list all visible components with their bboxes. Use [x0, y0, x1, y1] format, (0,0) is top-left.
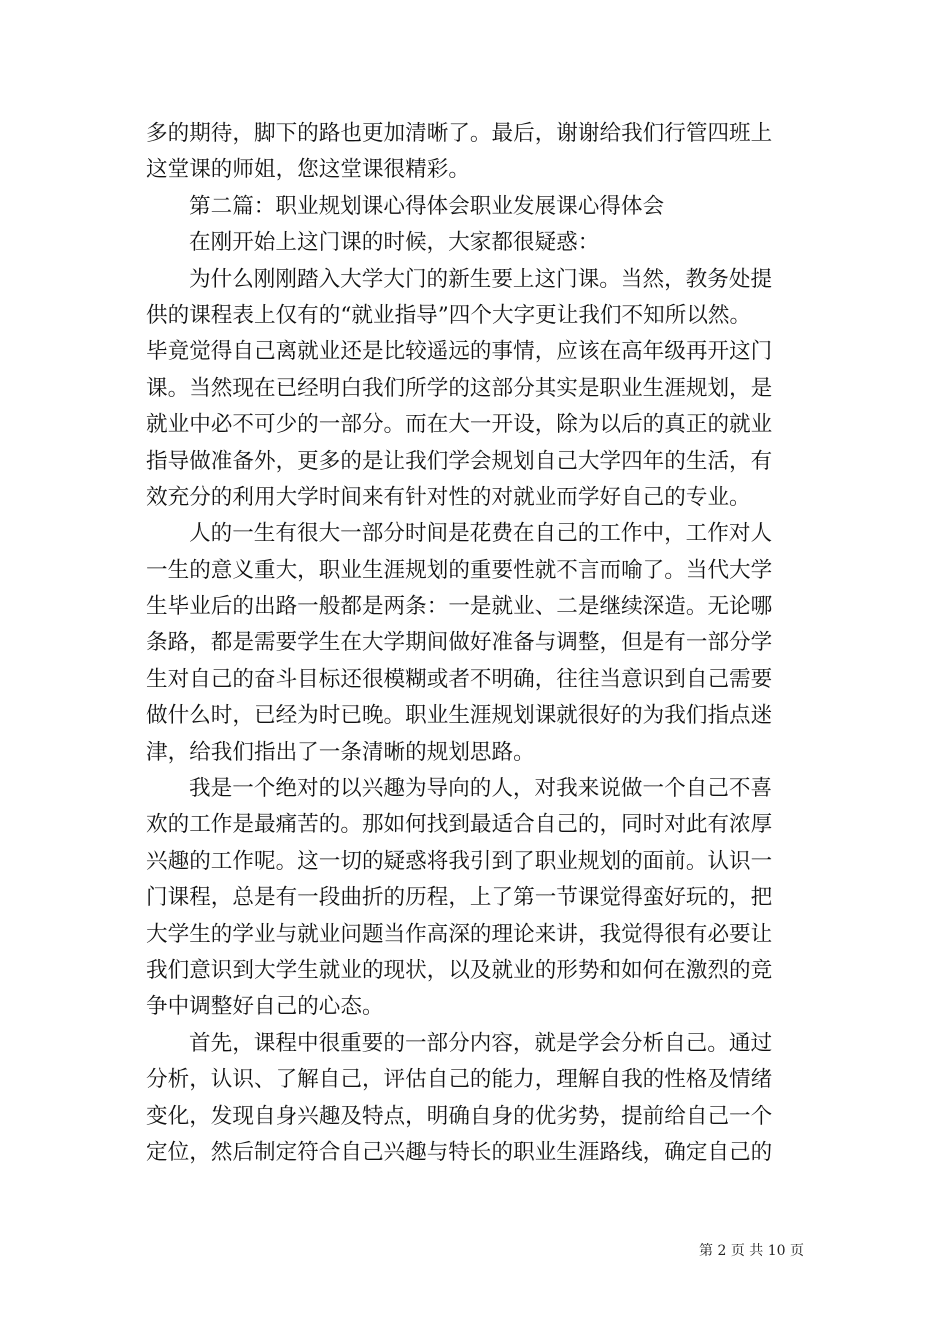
- text-line: 大学生的学业与就业问题当作高深的理论来讲，我觉得很有必要让: [146, 921, 773, 947]
- text-line: 变化，发现自身兴趣及特点，明确自身的优劣势，提前给自己一个: [146, 1103, 773, 1129]
- text-line: 津，给我们指出了一条清晰的规划思路。: [146, 739, 535, 765]
- text-line: 课。当然现在已经明白我们所学的这部分其实是职业生涯规划，是: [146, 375, 773, 401]
- text-line: 条路，都是需要学生在大学期间做好准备与调整，但是有一部分学: [146, 630, 773, 656]
- text-line: 效充分的利用大学时间来有针对性的对就业而学好自己的专业。: [146, 484, 751, 510]
- text-line: 供的课程表上仅有的“就业指导”四个大字更让我们不知所以然。: [146, 302, 752, 328]
- text-line: 指导做准备外，更多的是让我们学会规划自己大学四年的生活，有: [146, 448, 773, 474]
- text-line: 我们意识到大学生就业的现状，以及就业的形势和如何在激烈的竞: [146, 957, 773, 983]
- text-line: 争中调整好自己的心态。: [146, 994, 384, 1020]
- text-line: 首先，课程中很重要的一部分内容，就是学会分析自己。通过: [189, 1030, 773, 1056]
- text-line: 生毕业后的出路一般都是两条：一是就业、二是继续深造。无论哪: [146, 594, 773, 620]
- text-line: 定位，然后制定符合自己兴趣与特长的职业生涯路线，确定自己的: [146, 1139, 773, 1165]
- text-line: 为什么刚刚踏入大学大门的新生要上这门课。当然，教务处提: [189, 266, 773, 292]
- text-line: 这堂课的师姐，您这堂课很精彩。: [146, 157, 470, 183]
- text-line: 毕竟觉得自己离就业还是比较遥远的事情，应该在高年级再开这门: [146, 339, 773, 365]
- text-line: 欢的工作是最痛苦的。那如何找到最适合自己的，同时对此有浓厚: [146, 812, 773, 838]
- page-number: 第 2 页 共 10 页: [699, 1243, 804, 1259]
- text-line: 门课程，总是有一段曲折的历程，上了第一节课觉得蛮好玩的，把: [146, 885, 773, 911]
- text-line: 生对自己的奋斗目标还很模糊或者不明确，往往当意识到自己需要: [146, 666, 773, 692]
- text-line: 人的一生有很大一部分时间是花费在自己的工作中，工作对人: [189, 521, 773, 547]
- text-line: 做什么时，已经为时已晚。职业生涯规划课就很好的为我们指点迷: [146, 703, 773, 729]
- text-line: 一生的意义重大，职业生涯规划的重要性就不言而喻了。当代大学: [146, 557, 773, 583]
- text-line: 在刚开始上这门课的时候，大家都很疑惑：: [189, 230, 600, 256]
- text-line: 我是一个绝对的以兴趣为导向的人，对我来说做一个自己不喜: [189, 776, 773, 802]
- text-line: 分析，认识、了解自己，评估自己的能力，理解自我的性格及情绪: [146, 1067, 773, 1093]
- text-line: 兴趣的工作呢。这一切的疑惑将我引到了职业规划的面前。认识一: [146, 848, 773, 874]
- document-body: [146, 116, 806, 1171]
- section-heading: 第二篇：职业规划课心得体会职业发展课心得体会: [189, 193, 665, 219]
- text-line: 就业中必不可少的一部分。而在大一开设，除为以后的真正的就业: [146, 412, 773, 438]
- text-line: 多的期待，脚下的路也更加清晰了。最后，谢谢给我们行管四班上: [146, 121, 773, 146]
